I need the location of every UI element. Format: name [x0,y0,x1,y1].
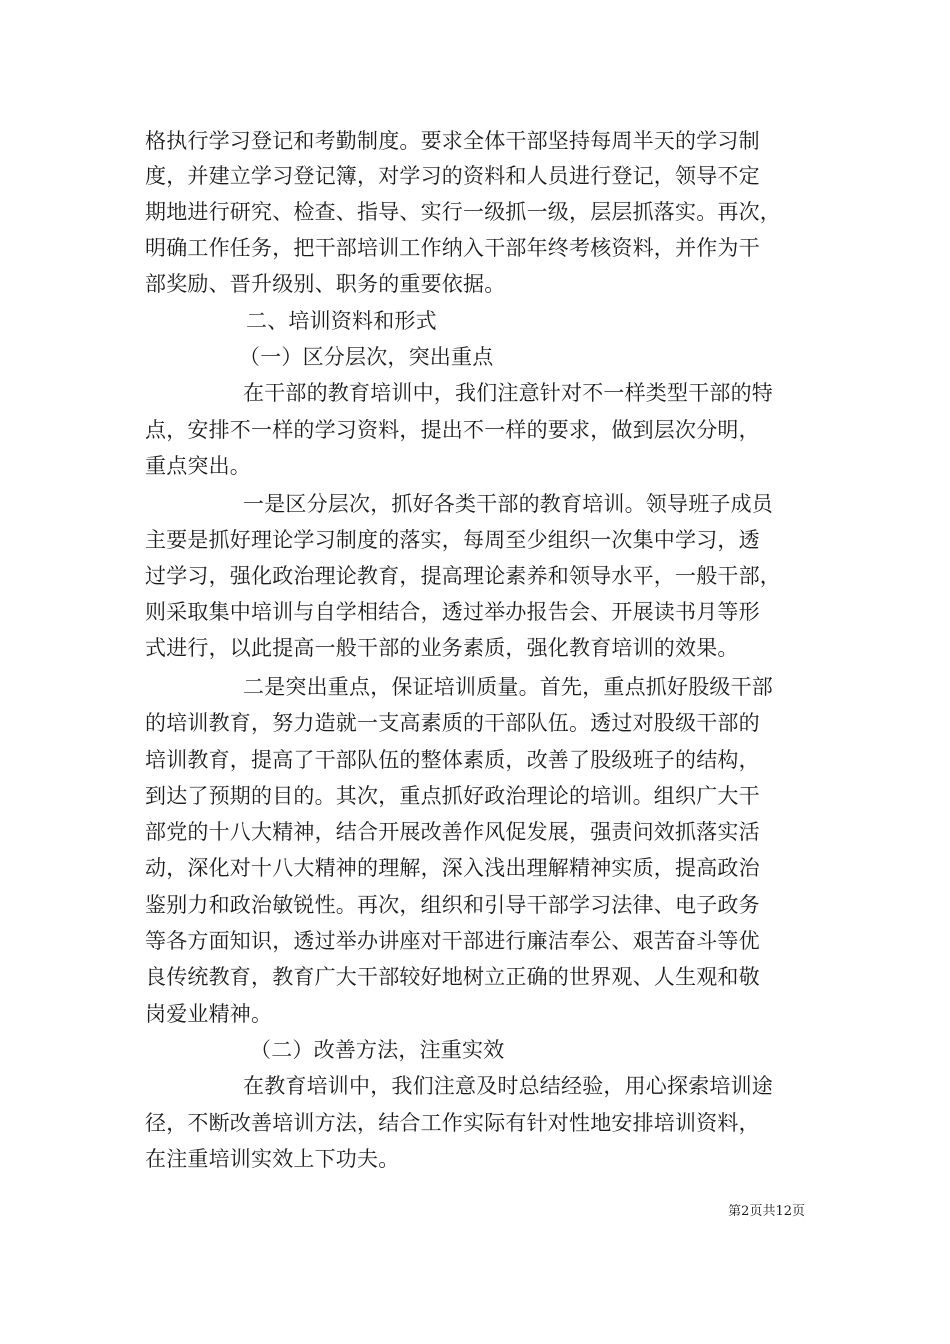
paragraph-line: 度，并建立学习登记簿，对学习的资料和人员进行登记，领导不定 [145,164,760,188]
paragraph-line: 过学习，强化政治理论教育，提高理论素养和领导水平，一般干部， [145,564,781,588]
paragraph-line: 部党的十八大精神，结合开展改善作风促发展，强责问效抓落实活 [145,820,760,844]
section-heading: 二、培训资料和形式 [246,309,437,333]
paragraph-line: 一是区分层次，抓好各类干部的教育培训。领导班子成员 [243,492,773,516]
paragraph-line: 期地进行研究、检查、指导、实行一级抓一级，层层抓落实。再次， [145,200,781,224]
paragraph-line: 在注重培训实效上下功夫。 [145,1147,400,1171]
paragraph-line: 径，不断改善培训方法，结合工作实际有针对性地安排培训资料， [145,1111,760,1135]
subsection-heading: （一）区分层次，突出重点 [239,345,494,369]
paragraph-line: 点，安排不一样的学习资料，提出不一样的要求，做到层次分明， [145,418,760,442]
subsection-heading: （二）改善方法，注重实效 [250,1038,505,1062]
paragraph-line: 格执行学习登记和考勤制度。要求全体干部坚持每周半天的学习制 [145,129,760,153]
paragraph-line: 部奖励、晋升级别、职务的重要依据。 [145,272,506,296]
paragraph-line: 式进行，以此提高一般干部的业务素质，强化教育培训的效果。 [145,636,739,660]
paragraph-line: 岗爱业精神。 [145,1002,273,1026]
page-number: 第2页共12页 [728,1204,805,1219]
paragraph-line: 重点突出。 [145,454,251,478]
paragraph-line: 明确工作任务，把干部培训工作纳入干部年终考核资料，并作为干 [145,236,760,260]
paragraph-line: 的培训教育，努力造就一支高素质的干部队伍。透过对股级干部的 [145,711,760,735]
paragraph-line: 主要是抓好理论学习制度的落实，每周至少组织一次集中学习，透 [145,528,760,552]
paragraph-line: 等各方面知识，透过举办讲座对干部进行廉洁奉公、艰苦奋斗等优 [145,929,760,953]
paragraph-line: 到达了预期的目的。其次，重点抓好政治理论的培训。组织广大干 [145,784,760,808]
paragraph-line: 鉴别力和政治敏锐性。再次，组织和引导干部学习法律、电子政务 [145,893,760,917]
paragraph-line: 在干部的教育培训中，我们注意针对不一样类型干部的特 [243,381,773,405]
paragraph-line: 在教育培训中，我们注意及时总结经验，用心探索培训途 [243,1074,773,1098]
paragraph-line: 良传统教育，教育广大干部较好地树立正确的世界观、人生观和敬 [145,965,760,989]
paragraph-line: 动，深化对十八大精神的理解，深入浅出理解精神实质，提高政治 [145,856,760,880]
paragraph-line: 二是突出重点，保证培训质量。首先，重点抓好股级干部 [243,675,773,699]
paragraph-line: 培训教育，提高了干部队伍的整体素质，改善了股级班子的结构， [145,748,760,772]
paragraph-line: 则采取集中培训与自学相结合，透过举办报告会、开展读书月等形 [145,600,760,624]
